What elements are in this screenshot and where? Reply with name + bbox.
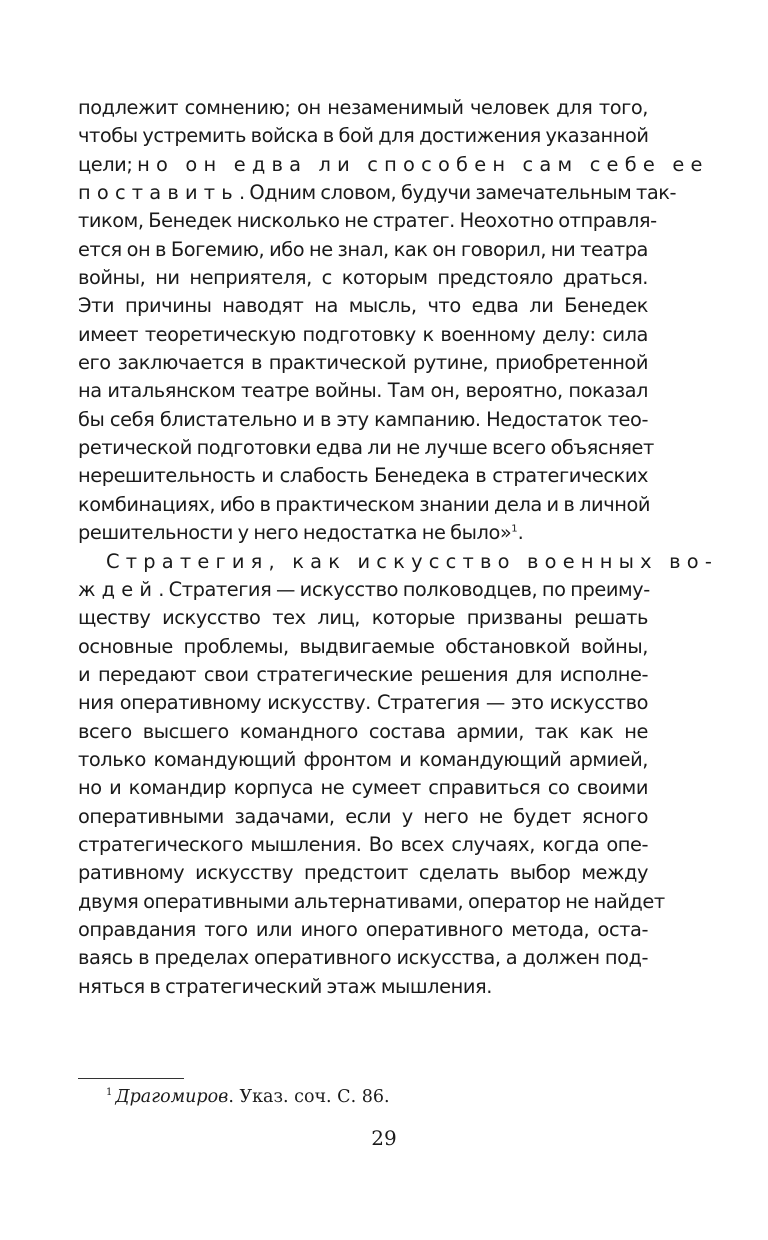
- text-line: оправдания того или иного оперативного метода, оста-: [78, 917, 648, 941]
- text-line: ретической подготовки едва ли не лучше всего объясняет: [78, 436, 654, 460]
- text-line: ния оперативному искусству. Стратегия — это искусство: [78, 691, 648, 715]
- page-body: [78, 94, 719, 1001]
- text-line: имеет теоретическую подготовку к военному делу: сила: [78, 322, 648, 346]
- text-line: ществу искусство тех лиц, которые призваны решать: [78, 606, 648, 630]
- text-line: бы себя блистательно и в эту кампанию. Недостаток тео-: [78, 407, 648, 431]
- text-line: подлежит сомнению; он незаменимый человек для того,: [78, 96, 648, 119]
- footnote-author: Драгомиров: [115, 1087, 229, 1107]
- emphasized-text: поставить: [78, 181, 239, 205]
- emphasized-text: ждей: [78, 577, 159, 601]
- text-line: ждей. Стратегия — искусство полководцев, по преиму-: [78, 577, 650, 601]
- text-line: комбинациях, ибо в практическом знании дела и в личной: [78, 492, 651, 516]
- text-line: только командующий фронтом и командующий армией,: [78, 747, 648, 771]
- footnote: [106, 1085, 390, 1109]
- text-line: двумя оперативными альтернативами, оператор не найдет: [78, 889, 665, 913]
- text-line: всего высшего командного состава армии, так как не: [78, 719, 648, 743]
- text-line: и передают свои стратегические решения для исполне-: [78, 662, 648, 686]
- emphasized-text: но он едва ли способен сам себе ее: [137, 152, 709, 176]
- text-line: ваясь в пределах оперативного искусства, а должен под-: [78, 946, 648, 970]
- footnote-separator: [78, 1078, 184, 1079]
- text-line: [78, 548, 719, 576]
- text-line: на итальянском театре войны. Там он, вероятно, показал: [78, 379, 648, 403]
- text-line: цели; но он едва ли способен сам себе ее: [78, 152, 709, 176]
- text-line: чтобы устремить войска в бой для достижения указанной: [78, 124, 649, 148]
- text-line: ется он в Богемию, ибо не знал, как он говорил, ни театра: [78, 237, 648, 261]
- text-line: тиком, Бенедек нисколько не стратег. Неохотно отправля-: [78, 209, 657, 233]
- footnote-mark: 1: [106, 1087, 113, 1099]
- footnote-text: . Указ. соч. С. 86.: [228, 1087, 390, 1107]
- text-line: его заключается в практической рутине, приобретенной: [78, 351, 648, 375]
- text-line: но и командир корпуса не сумеет справиться со своими: [78, 776, 648, 800]
- text-line: решительности у него недостатка не было»$^1$.: [78, 521, 524, 545]
- emphasized-text: Стратегия, как искусство военных во-: [106, 549, 719, 573]
- text-line: оперативными задачами, если у него не будет ясного: [78, 804, 648, 828]
- text-line: войны, ни неприятеля, с которым предстояло драться.: [78, 266, 648, 290]
- text-line: основные проблемы, выдвигаемые обстановкой войны,: [78, 634, 648, 658]
- text-line: няться в стратегический этаж мышления.: [78, 974, 492, 998]
- footnote-reference: 1: [511, 523, 518, 535]
- text-line: нерешительность и слабость Бенедека в стратегических: [78, 464, 648, 488]
- text-line: стратегического мышления. Во всех случаях, когда опе-: [78, 832, 648, 856]
- text-line: ративному искусству предстоит сделать выбор между: [78, 861, 648, 885]
- text-line: Эти причины наводят на мысль, что едва ли Бенедек: [78, 294, 648, 318]
- text-line: поставить. Одним словом, будучи замечательным так-: [78, 181, 677, 205]
- page-number: 29: [371, 1126, 397, 1150]
